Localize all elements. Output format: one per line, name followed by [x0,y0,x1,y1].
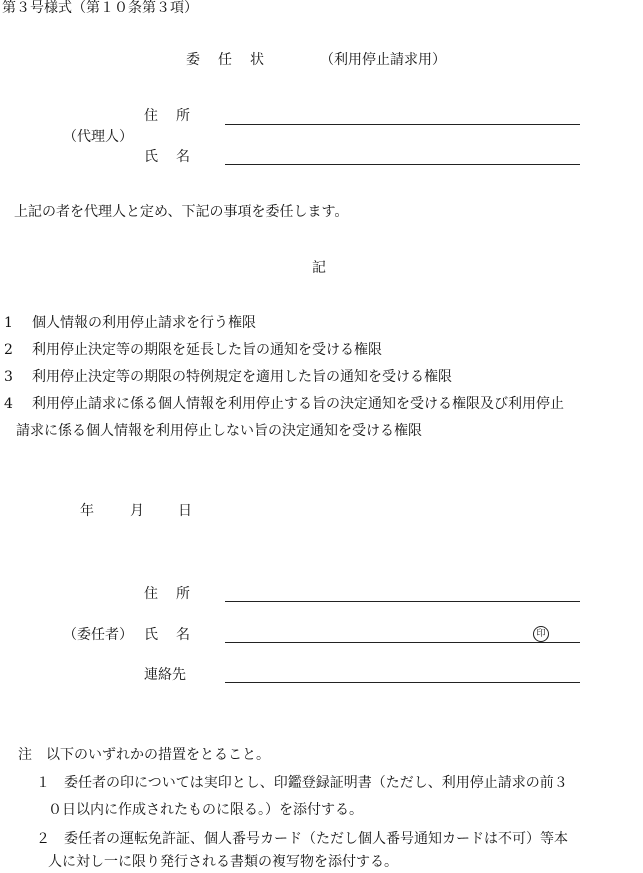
list-item-number: 2 [4,342,13,358]
principal-address-line[interactable] [225,601,580,602]
list-item: 個人情報の利用停止請求を行う権限 [32,315,256,331]
principal-address-label: 住所 [144,586,208,602]
note-2-line-2: 人に対し一に限り発行される書類の複写物を添付する。 [48,854,398,870]
list-item-number: 1 [4,315,13,331]
note-1-line-1: １ 委任者の印については実印とし、印鑑登録証明書（ただし、利用停止請求の前３ [36,775,568,791]
note-1-line-2: ０日以内に作成されたものに限る。）を添付する。 [48,802,363,818]
seal-mark-icon: 印 [533,626,549,642]
document-subtitle: （利用停止請求用） [320,52,446,68]
list-item-number: 4 [4,396,13,412]
principal-group-label: （委任者） [63,627,133,643]
list-item-number: 3 [4,369,13,385]
list-item: 利用停止請求に係る個人情報を利用停止する旨の決定通知を受ける権限及び利用停止 [32,396,564,412]
agent-address-label: 住所 [144,108,208,124]
date-month: 月 [130,503,144,519]
document-title: 委任状 [186,52,282,68]
note-2-line-1: ２ 委任者の運転免許証、個人番号カード（ただし個人番号通知カードは不可）等本 [36,831,568,847]
notes-heading: 注 以下のいずれかの措置をとること。 [18,747,270,763]
principal-name-label: 氏名 [144,627,208,643]
ki-heading: 記 [312,260,326,276]
date-day: 日 [178,503,192,519]
list-item: 利用停止決定等の期限の特例規定を適用した旨の通知を受ける権限 [32,369,452,385]
agent-address-line[interactable] [225,124,580,125]
principal-contact-line[interactable] [225,682,580,683]
list-item: 利用停止決定等の期限を延長した旨の通知を受ける権限 [32,342,382,358]
agent-group-label: （代理人） [63,129,133,145]
list-item-continuation: 請求に係る個人情報を利用停止しない旨の決定通知を受ける権限 [16,423,422,439]
date-year: 年 [80,503,94,519]
principal-contact-label: 連絡先 [144,667,186,683]
form-number: 第３号様式（第１０条第３項） [2,0,198,16]
agent-name-line[interactable] [225,164,580,165]
delegation-statement: 上記の者を代理人と定め、下記の事項を委任します。 [14,204,349,220]
agent-name-label: 氏名 [144,149,208,165]
principal-name-line[interactable] [225,642,580,643]
